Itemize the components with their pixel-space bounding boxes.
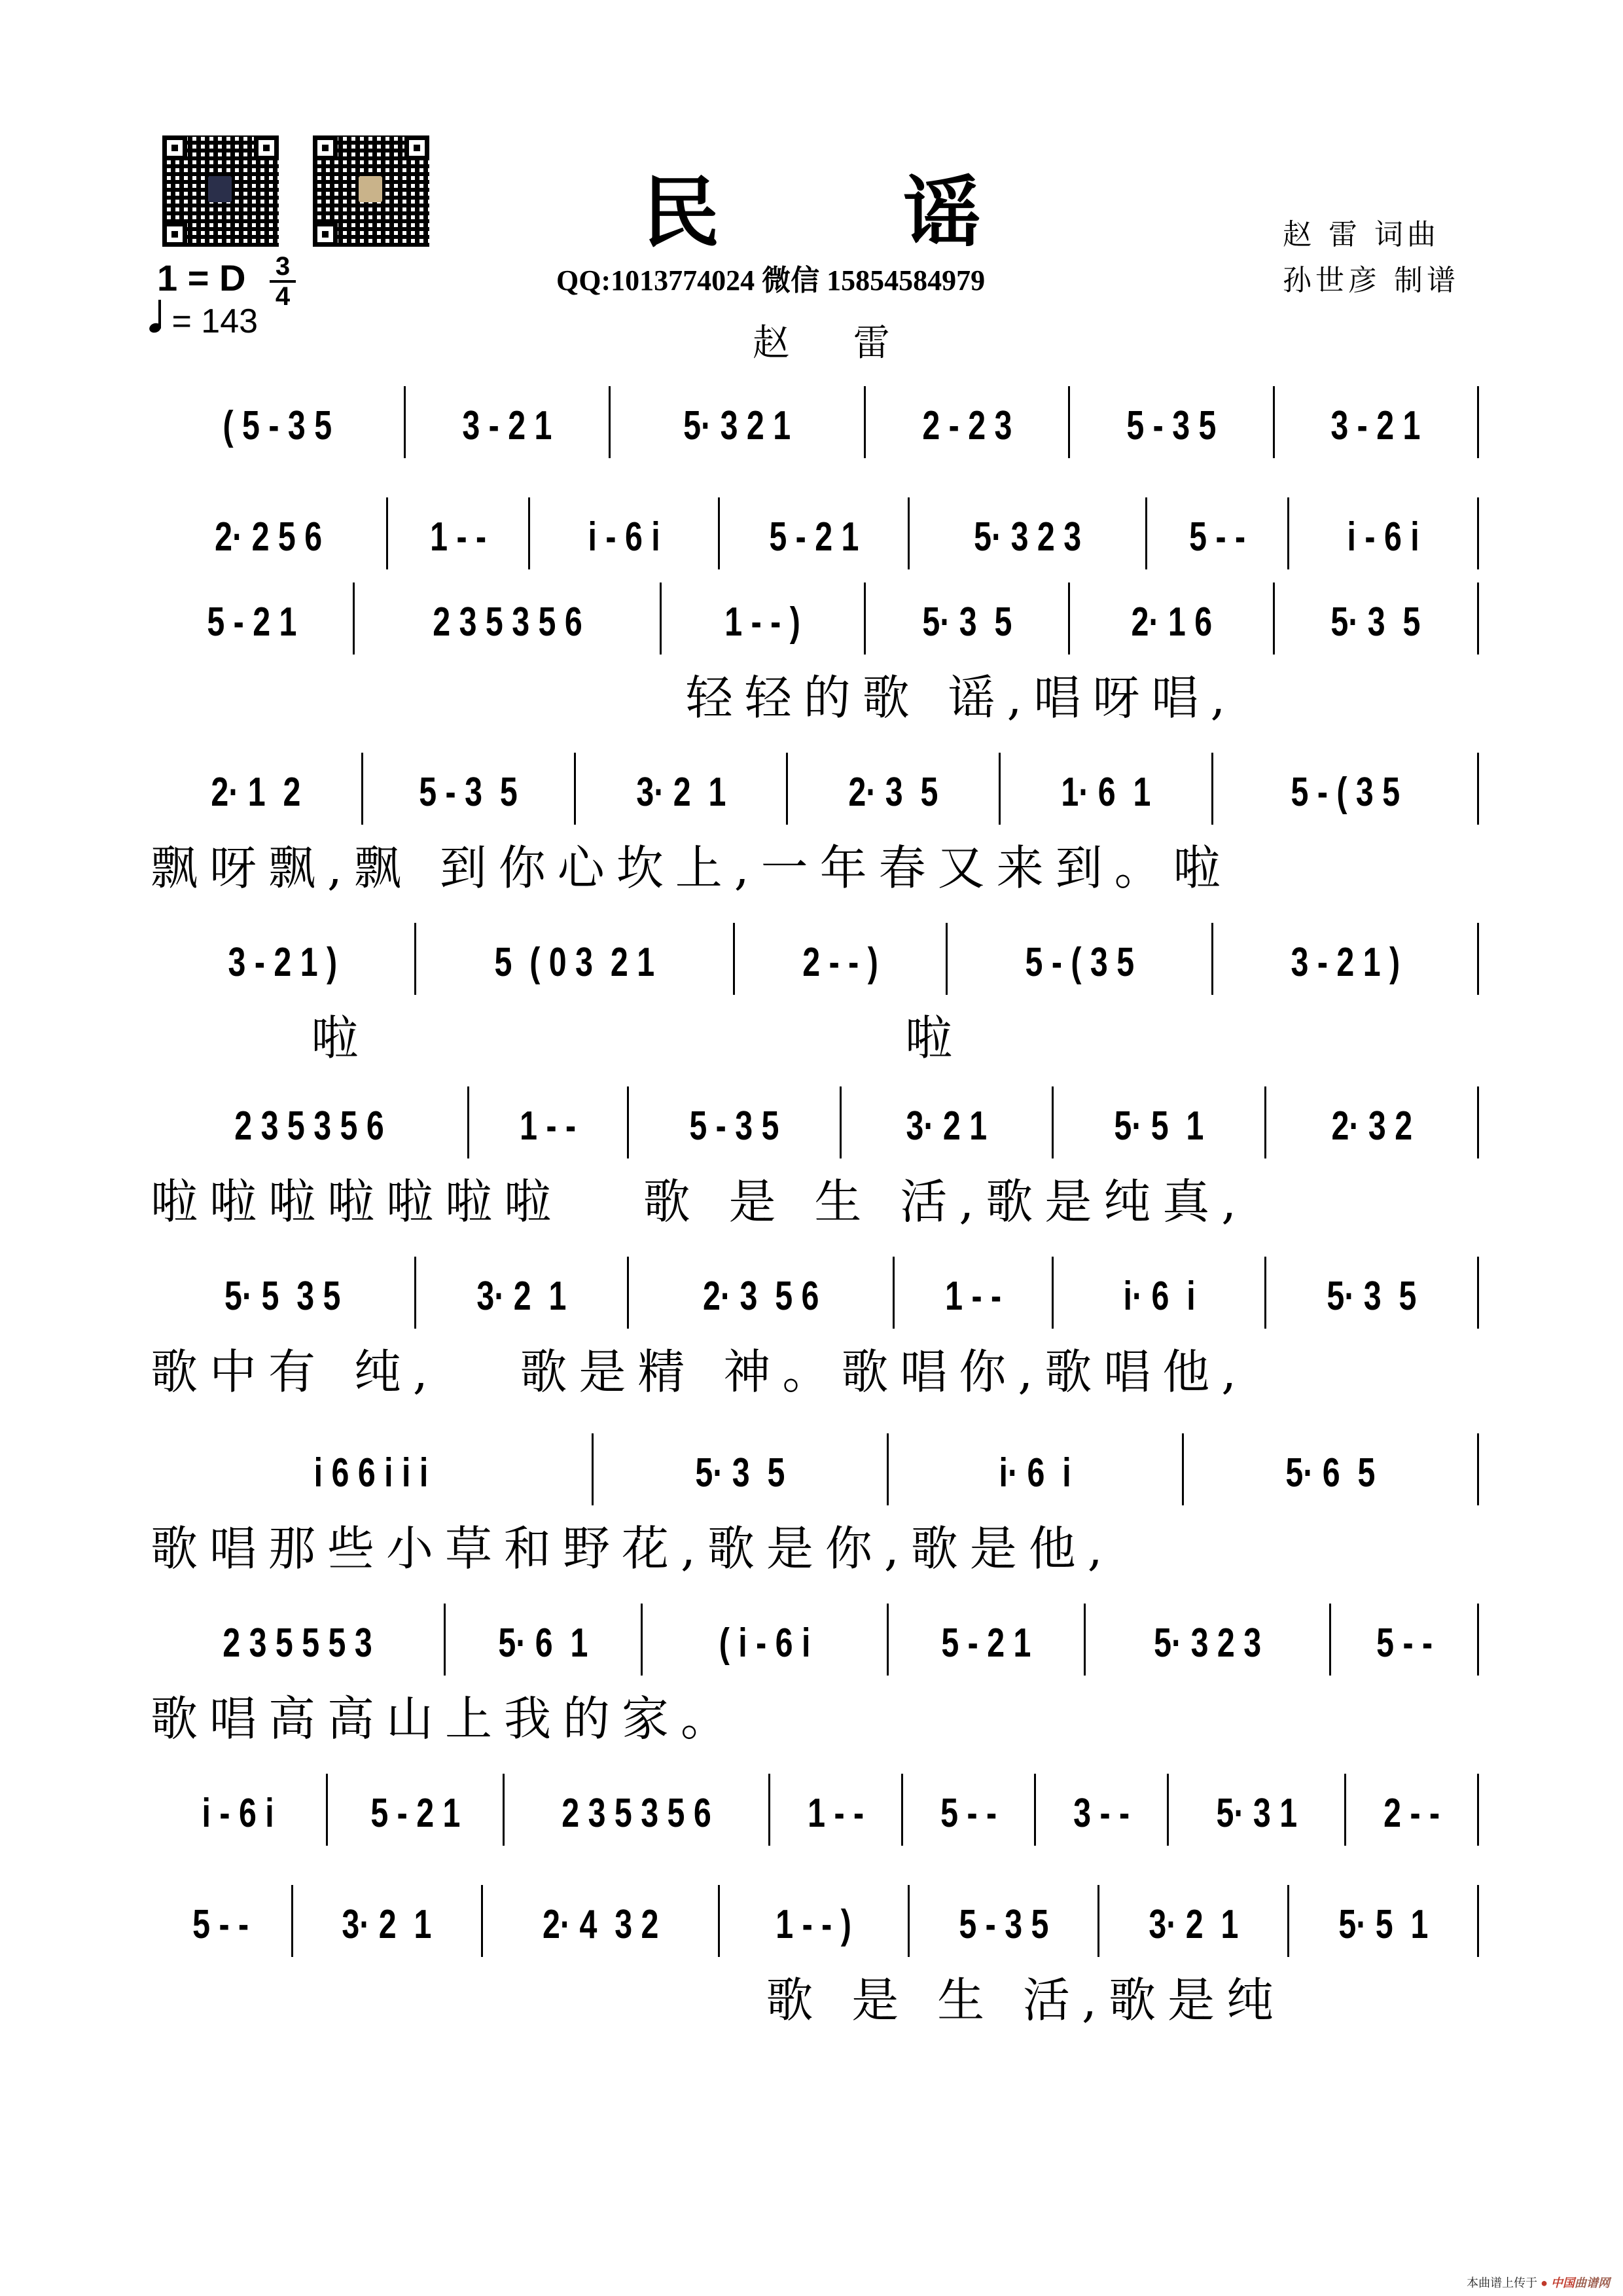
score-system (151, 1433, 1479, 1505)
measure (355, 583, 661, 655)
measure (948, 923, 1213, 995)
transcriber-credit: 孙世彦 制谱 (1283, 264, 1459, 297)
notation: 2 3 5 5 5 3 (222, 1621, 372, 1666)
notation: 3 - 2 1 (1330, 403, 1421, 448)
notation: 5 - 3 5 (958, 1902, 1049, 1947)
measure (416, 923, 735, 995)
notation: 3 - 2 1 ) (228, 940, 337, 985)
notation: 5· 5 1 (1338, 1902, 1429, 1947)
measure (1213, 753, 1479, 825)
measure (910, 1885, 1099, 1957)
notation: 5 - 3 5 (689, 1103, 779, 1149)
measure (151, 386, 406, 458)
notation: 1 - - ) (776, 1902, 852, 1947)
measure (720, 1885, 910, 1957)
notation: 2· 3 5 6 (702, 1274, 819, 1319)
tempo-marking: = 143 (149, 300, 258, 341)
measure (895, 1257, 1054, 1329)
measure (910, 497, 1147, 569)
measure (1147, 497, 1290, 569)
measure (735, 923, 948, 995)
measure (866, 386, 1070, 458)
measure (1054, 1086, 1266, 1158)
key-signature: 1 = D (157, 257, 246, 298)
notation: 2 3 5 3 5 6 (562, 1791, 712, 1836)
measure (889, 1604, 1086, 1676)
score-system (151, 753, 1479, 825)
measure (594, 1433, 889, 1505)
notation: 2· 1 2 (211, 770, 301, 815)
measure (151, 497, 388, 569)
measure (1266, 1257, 1479, 1329)
notation: 2· 2 5 6 (214, 514, 322, 560)
notation: 5· 6 1 (498, 1621, 588, 1666)
notation: 2· 3 5 (848, 770, 938, 815)
notation: 1· 6 1 (1061, 770, 1151, 815)
lyrics-line: 飘呀飘,飘 到你心坎上,一年春又来到。啦 (151, 840, 1232, 895)
measure (1213, 923, 1479, 995)
notation: 5· 3 2 3 (973, 514, 1081, 560)
measure (416, 1257, 629, 1329)
measure (293, 1885, 483, 1957)
measure (866, 583, 1070, 655)
measure (328, 1774, 505, 1846)
notation: 5· 3 5 (1330, 600, 1421, 645)
measure (629, 1086, 842, 1158)
measure (1275, 386, 1479, 458)
lyrics-line: 啦 啦 (151, 1011, 965, 1066)
notation: i - 6 i (202, 1791, 274, 1836)
measure (611, 386, 866, 458)
notation: 5· 6 5 (1285, 1450, 1376, 1496)
measure (788, 753, 1001, 825)
notation: ( 5 - 3 5 (223, 403, 332, 448)
notation: 1 - - (429, 514, 486, 560)
notation: 5 ( 0 3 2 1 (494, 940, 655, 985)
notation: 5· 5 3 5 (224, 1274, 341, 1319)
notation: 5 - - (192, 1902, 249, 1947)
notation: 3· 2 1 (342, 1902, 432, 1947)
measure (842, 1086, 1054, 1158)
notation: 2· 3 2 (1331, 1103, 1412, 1149)
notation: 5 - - (940, 1791, 997, 1836)
notation: 5 - 2 1 (207, 600, 297, 645)
notation: 5· 3 5 (695, 1450, 785, 1496)
measure (1070, 583, 1274, 655)
score-system (151, 1604, 1479, 1676)
notation: 3 - - (1073, 1791, 1130, 1836)
notation: 5 - 3 5 (419, 770, 518, 815)
singer-name: 赵 雷 (753, 322, 916, 365)
notation: 2· 4 3 2 (542, 1902, 658, 1947)
notation: 5· 3 1 (1216, 1791, 1297, 1836)
notation: 5· 3 2 3 (1153, 1621, 1261, 1666)
lyrics-line: 轻轻的歌 谣,唱呀唱, (151, 670, 1238, 725)
notation: 5 - 2 1 (941, 1621, 1031, 1666)
score-system (151, 1774, 1479, 1846)
notation: i· 6 i (999, 1450, 1071, 1496)
score-system (151, 1086, 1479, 1158)
measure (363, 753, 576, 825)
notation: 2 3 5 3 5 6 (234, 1103, 384, 1149)
measure (770, 1774, 903, 1846)
measure (505, 1774, 770, 1846)
measure (1036, 1774, 1169, 1846)
measure (1184, 1433, 1479, 1505)
measure (530, 497, 720, 569)
measure (388, 497, 531, 569)
measure (576, 753, 789, 825)
measure (903, 1774, 1036, 1846)
measure (151, 1257, 416, 1329)
notation: i· 6 i (1123, 1274, 1196, 1319)
measure (1086, 1604, 1332, 1676)
lyrics-line: 歌 是 生 活,歌是纯 (151, 1973, 1285, 2028)
measure (1054, 1257, 1266, 1329)
measure (629, 1257, 895, 1329)
score-system (151, 497, 1479, 569)
page-title: 民 谣 (642, 167, 1060, 258)
score-system (151, 583, 1479, 655)
site-logo-icon: ● (1541, 2276, 1548, 2289)
lyrics-line: 啦啦啦啦啦啦啦 歌 是 生 活,歌是纯真, (151, 1174, 1249, 1229)
notation: 2 3 5 3 5 6 (432, 600, 582, 645)
lyrics-line: 歌中有 纯, 歌是精 神。歌唱你,歌唱他, (151, 1344, 1249, 1399)
lyrics-line: 歌唱那些小草和野花,歌是你,歌是他, (151, 1521, 1115, 1576)
measure (151, 1086, 469, 1158)
notation: 5 - 2 1 (370, 1791, 461, 1836)
notation: 5 - ( 3 5 (1025, 940, 1134, 985)
notation: 1 - - (808, 1791, 865, 1836)
notation: 5· 3 2 1 (683, 403, 791, 448)
notation: 3· 2 1 (635, 770, 726, 815)
measure (643, 1604, 889, 1676)
measure (1070, 386, 1274, 458)
lyricist-composer-credit: 赵 雷 词曲 (1283, 218, 1440, 251)
score-system (151, 923, 1479, 995)
measure (151, 1433, 594, 1505)
measure (483, 1885, 721, 1957)
notation: 2 - - (1383, 1791, 1440, 1836)
measure (1346, 1774, 1479, 1846)
notation: 1 - - (945, 1274, 1002, 1319)
lyrics-line: 歌唱高高山上我的家。 (151, 1691, 740, 1746)
measure (1289, 497, 1479, 569)
notation: ( i - 6 i (719, 1621, 811, 1666)
measure (889, 1433, 1184, 1505)
notation: 2 - - ) (802, 940, 878, 985)
measure (469, 1086, 629, 1158)
notation: i 6 6 i i i (313, 1450, 429, 1496)
notation: i - 6 i (1347, 514, 1419, 560)
score-system (151, 1885, 1479, 1957)
notation: 2 - 2 3 (922, 403, 1012, 448)
measure (662, 583, 866, 655)
contact-info: QQ:1013774024 微信 15854584979 (556, 264, 986, 296)
source-watermark: 本曲谱上传于 ● 中国曲谱网 (1467, 2276, 1610, 2289)
notation: 5 - 3 5 (1126, 403, 1217, 448)
measure (1169, 1774, 1346, 1846)
notation: 5 - 2 1 (768, 514, 859, 560)
measure (151, 1774, 328, 1846)
notation: 5· 5 1 (1114, 1103, 1204, 1149)
notation: 1 - - (520, 1103, 577, 1149)
notation: 3· 2 1 (476, 1274, 567, 1319)
measure (720, 497, 910, 569)
measure (446, 1604, 643, 1676)
notation: 3 - 2 1 (462, 403, 552, 448)
notation: 5· 3 5 (922, 600, 1012, 645)
measure (151, 753, 363, 825)
measure (1266, 1086, 1479, 1158)
measure (151, 923, 416, 995)
measure (406, 386, 610, 458)
notation: 3 - 2 1 ) (1291, 940, 1400, 985)
notation: 2· 1 6 (1131, 600, 1212, 645)
measure (1099, 1885, 1289, 1957)
notation: 5 - - (1188, 514, 1245, 560)
notation: 5 - ( 3 5 (1291, 770, 1400, 815)
time-signature: 3 4 (267, 254, 298, 309)
measure (1289, 1885, 1479, 1957)
score-system (151, 386, 1479, 458)
measure (151, 1885, 293, 1957)
notation: 3· 2 1 (1148, 1902, 1239, 1947)
score-system (151, 1257, 1479, 1329)
measure (1331, 1604, 1479, 1676)
notation: i - 6 i (588, 514, 660, 560)
quarter-note-icon (149, 300, 162, 332)
notation: 5· 3 5 (1327, 1274, 1417, 1319)
measure (1001, 753, 1213, 825)
notation: 3· 2 1 (906, 1103, 988, 1149)
measure (1275, 583, 1479, 655)
measure (151, 583, 355, 655)
notation: 1 - - ) (724, 600, 801, 645)
notation: 5 - - (1376, 1621, 1433, 1666)
measure (151, 1604, 446, 1676)
